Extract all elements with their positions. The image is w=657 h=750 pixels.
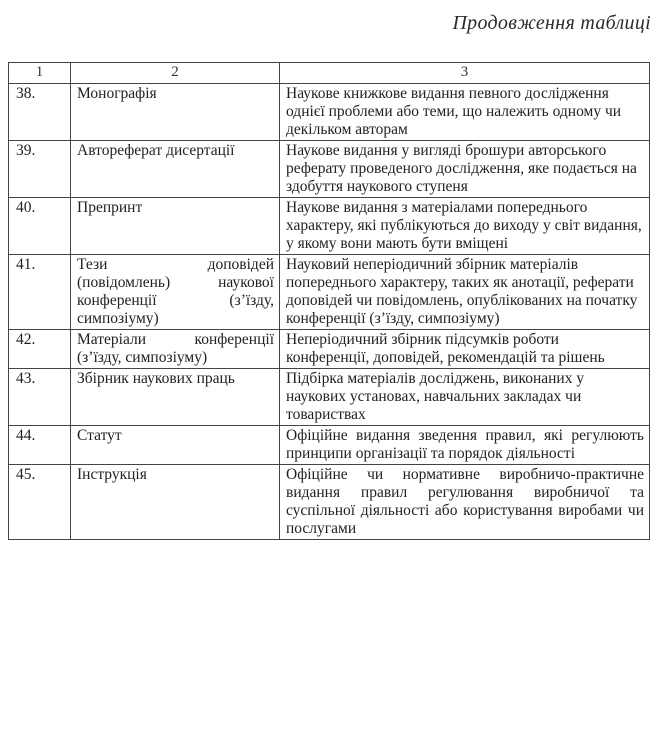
row-number: 38. bbox=[9, 84, 71, 141]
table-row bbox=[9, 141, 650, 198]
row-number: 43. bbox=[9, 369, 71, 426]
table-row bbox=[9, 330, 650, 369]
definition-cell: Наукове видання з матеріалами попереднього характеру, які публікуються до виходу у світ видання, у якому вони мають бути вміщені bbox=[280, 198, 650, 255]
row-number: 42. bbox=[9, 330, 71, 369]
term-cell: Монографія bbox=[71, 84, 280, 141]
row-number: 41. bbox=[9, 255, 71, 330]
term-cell: Тези доповідей (повідомлень) наукової конференції (з’їзду, симпозіуму) bbox=[71, 255, 280, 330]
term-cell: Препринт bbox=[71, 198, 280, 255]
column-header-number: 1 bbox=[9, 63, 71, 84]
term-cell: Статут bbox=[71, 426, 280, 465]
term-cell: Автореферат дисертації bbox=[71, 141, 280, 198]
definition-cell: Підбірка матеріалів досліджень, виконаних у наукових установах, навчальних закладах чи товариствах bbox=[280, 369, 650, 426]
definition-cell: Наукове книжкове видання певного дослідження однієї проблеми або теми, що належить одному чи декільком авторам bbox=[280, 84, 650, 141]
term-cell: Інструкція bbox=[71, 465, 280, 540]
table-header-row bbox=[9, 63, 650, 84]
column-header-term: 2 bbox=[71, 63, 280, 84]
row-number: 45. bbox=[9, 465, 71, 540]
terms-table bbox=[8, 62, 650, 540]
definition-cell: Офіційне видання зведення правил, які регулюють принципи організації та порядок діяльності bbox=[280, 426, 650, 465]
definition-cell: Офіційне чи нормативне виробничо-практичне видання правил регулювання виробничої та суспільної діяльності або користування виробами чи послугами bbox=[280, 465, 650, 540]
definition-cell: Наукове видання у вигляді брошури авторського реферату проведеного дослідження, яке подається на здобуття наукового ступеня bbox=[280, 141, 650, 198]
term-cell: Матеріали конференції (з’їзду, симпозіуму) bbox=[71, 330, 280, 369]
row-number: 44. bbox=[9, 426, 71, 465]
row-number: 40. bbox=[9, 198, 71, 255]
table-row bbox=[9, 198, 650, 255]
table-row bbox=[9, 255, 650, 330]
term-cell: Збірник наукових праць bbox=[71, 369, 280, 426]
definition-cell: Науковий неперіодичний збірник матеріалів попереднього характеру, таких як анотації, реферати доповідей чи повідомлень, опублікованих на початку конференції (з’їзду, симпозіуму) bbox=[280, 255, 650, 330]
table-continuation-caption: Продовження таблиці bbox=[452, 12, 651, 34]
table-row bbox=[9, 84, 650, 141]
column-header-definition: 3 bbox=[280, 63, 650, 84]
row-number: 39. bbox=[9, 141, 71, 198]
definition-cell: Неперіодичний збірник підсумків роботи конференції, доповідей, рекомендацій та рішень bbox=[280, 330, 650, 369]
table-row bbox=[9, 465, 650, 540]
table-row bbox=[9, 426, 650, 465]
table-row bbox=[9, 369, 650, 426]
